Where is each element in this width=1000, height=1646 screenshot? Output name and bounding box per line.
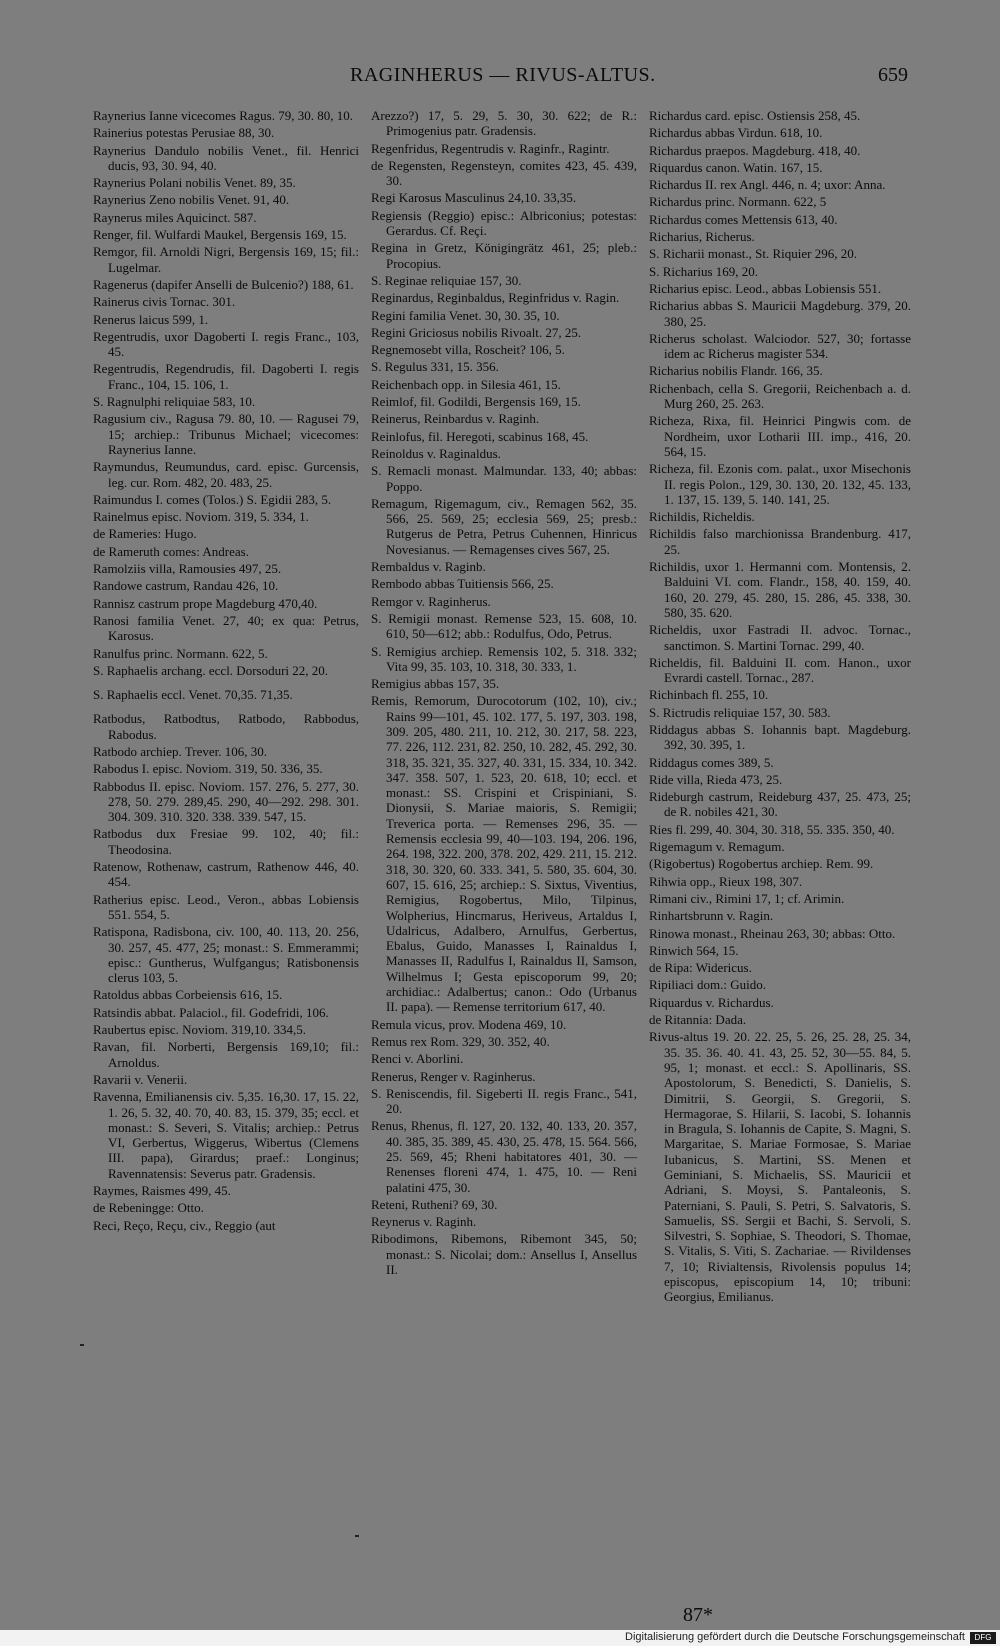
index-entry: Ratispona, Radisbona, civ. 100, 40. 113, 20. 256, 30. 257, 45. 477, 25; monast.: S. Emmerammi; episc.: Guntherus, Wulfgangus; Ratisbonensis clerus 103, 5. [93,924,359,986]
scan-speck [80,1344,84,1346]
index-entry: de Rameruth comes: Andreas. [93,543,249,559]
index-entry: Remgor v. Raginherus. [371,593,491,609]
index-entry: Rigemagum v. Remagum. [649,839,785,855]
index-entry: Reichenbach opp. in Silesia 461, 15. [371,376,561,392]
index-entry: S. Reginae reliquiae 157, 30. [371,272,522,288]
index-entry: Riquardus canon. Watin. 167, 15. [649,159,823,175]
index-entry: Reinerus, Reinbardus v. Raginh. [371,411,540,427]
index-entry: Ragusium civ., Ragusa 79. 80, 10. — Ragusei 79, 15; archiep.: Tribunus Michael; vicecomes: Raynerius Ianne. [93,411,359,457]
index-entry: Remgor, fil. Arnoldi Nigri, Bergensis 169, 15; fil.: Lugelmar. [93,244,359,275]
index-entry: de Rebeningge: Otto. [93,1200,204,1216]
index-entry: de Ripa: Widericus. [649,960,752,976]
index-entry: S. Regulus 331, 15. 356. [371,359,499,375]
index-entry: Richinbach fl. 255, 10. [649,687,769,703]
index-entry: Remula vicus, prov. Modena 469, 10. [371,1016,567,1032]
index-entry: S. Remigii monast. Remense 523, 15. 608, 10. 610, 50—612; abb.: Rodulfus, Odo, Petrus. [371,610,637,642]
index-entry: Ratenow, Rothenaw, castrum, Rathenow 446, 40. 454. [93,859,359,890]
index-entry: Ragenerus (dapifer Anselli de Bulcenio?) 188, 61. [93,276,354,292]
index-entry: S. Raphaelis eccl. Venet. 70,35. 71,35. [93,687,293,703]
index-entry: Arezzo?) 17, 5. 29, 5. 30, 30. 622; de R.: Primogenius patr. Gradensis. [371,108,637,139]
index-entry: Reinoldus v. Raginaldus. [371,445,501,461]
index-entry: Renerus, Renger v. Raginherus. [371,1068,536,1084]
index-entry: Regini Griciosus nobilis Rivoalt. 27, 25. [371,324,582,340]
index-entry: Raynerius Zeno nobilis Venet. 91, 40. [93,192,290,208]
index-entry: Rinowa monast., Rheinau 263, 30; abbas: Otto. [649,925,896,941]
index-entry: Richarius nobilis Flandr. 166, 35. [649,363,823,379]
index-entry: Ratsindis abbat. Palaciol., fil. Godefridi, 106. [93,1004,329,1020]
index-entry: Regentrudis, Regendrudis, fil. Dagoberti I. regis Franc., 104, 15. 106, 1. [93,361,359,392]
index-entry: S. Raphaelis archang. eccl. Dorsoduri 22, 20. [93,662,329,678]
page-number: 659 [878,64,908,86]
index-entry: Reginardus, Reginbaldus, Reginfridus v. Ragin. [371,290,620,306]
index-entry: Richardus comes Mettensis 613, 40. [649,211,838,227]
index-entry: Richildis, Richeldis. [649,509,755,525]
index-entry: Remagum, Rigemagum, civ., Remagen 562, 35. 566, 25. 569, 25; ecclesia 569, 25; presb.: Rutgerus de Petra, Petrus Cuhennen, Hinricus Novesianus. — Remagenses cives 567, 25. [371,495,637,557]
index-entry: S. Remigius archiep. Remensis 102, 5. 318. 332; Vita 99, 35. 103, 10. 318, 30. 333, 1. [371,643,637,674]
index-entry: Ratbodo archiep. Trever. 106, 30. [93,743,268,759]
index-entry: Ramolziis villa, Ramousies 497, 25. [93,561,282,577]
index-entry: Reci, Reço, Reçu, civ., Reggio (aut [93,1217,276,1233]
index-entry: Renerus laicus 599, 1. [93,311,209,327]
running-title: RAGINHERUS — RIVUS-ALTUS. [350,64,656,86]
dfg-logo: DFG [970,1632,996,1644]
index-entry: Renus, Rhenus, fl. 127, 20. 132, 40. 133, 20. 357, 40. 385, 35. 389, 45. 430, 25. 478, 15. 564. 566, 25. 569, 45; Rheni habitatores 401, 30. — Renenses floreni 474, 1. 475, 10. — Reni palatini 475, 30. [371,1118,637,1195]
index-entry: Richildis falso marchionissa Brandenburg. 417, 25. [649,526,911,557]
index-entry: Ravarii v. Venerii. [93,1071,188,1087]
index-entry: S. Reniscendis, fil. Sigeberti II. regis Franc., 541, 20. [371,1085,637,1117]
index-entry: Renger, fil. Wulfardi Maukel, Bergensis 169, 15. [93,227,347,243]
index-entry: Ravan, fil. Norberti, Bergensis 169,10; fil.: Arnoldus. [93,1039,359,1070]
index-entry: Richardus princ. Normann. 622, 5 [649,194,827,210]
index-entry: Regini familia Venet. 30, 30. 35, 10. [371,307,560,323]
index-entry: S. Ragnulphi reliquiae 583, 10. [93,394,256,410]
index-entry: Remigius abbas 157, 35. [371,676,500,692]
index-entry: Rembodo abbas Tuitiensis 566, 25. [371,576,554,592]
index-entry: Ranosi familia Venet. 27, 40; ex qua: Petrus, Karosus. [93,612,359,644]
index-entry: Regina in Gretz, Königingrätz 461, 25; pleb.: Procopius. [371,240,637,271]
index-entry: Raynerius Ianne vicecomes Ragus. 79, 30. 80, 10. [93,108,353,123]
index-entry: Raymundus, Reumundus, card. episc. Gurcensis, leg. cur. Rom. 482, 20. 483, 25. [93,459,359,490]
index-entry: Richerus scholast. Walciodor. 527, 30; fortasse idem ac Richerus magister 534. [649,330,911,362]
index-entry: Ripiliaci dom.: Guido. [649,977,766,993]
index-entry: Ribodimons, Ribemons, Ribemont 345, 50; monast.: S. Nicolai; dom.: Ansellus I, Ansellus II. [371,1231,637,1278]
index-entry: Rannisz castrum prope Magdeburg 470,40. [93,595,318,611]
index-entry: Rivus-altus 19. 20. 22. 25, 5. 26, 25. 28, 25. 34, 35. 35. 36. 40. 41. 43, 25. 52, 30—55. 84, 5. 95, 1; monast. et eccl.: S. Apollinaris, SS. Apostolorum, S. Benedicti, S. Danielis, S. Dimitrii, S. Georgii, S. Gregorii, S. Hermagorae, S. Hilarii, S. Iacobi, S. Iohannis in Bragula, S. Iohannis de Capite, S. Magni, S. Margaritae, S. Mariae Formosae, S. Mariae Iubanicus, S. Martini, SS. Menen et Geminiani, S. Michaelis, SS. Mauricii et Adriani, S. Moysi, S. Pantaleonis, S. Paterniani, S. Pauli, S. Petri, S. Salvatoris, S. Samuelis, SS. Sergii et Bachi, S. Servoli, S. Silvestri, S. Sophiae, S. Theodori, S. Thomae, S. Vitalis, S. Viti, S. Zachariae. — Rivildenses 7, 10; Rivialtensis, Rivolensis populus 14; episcopus, episcopium 14, 10; tribuni: Georgius, Emilianus. [649,1029,911,1305]
index-entry: Raynerius Dandulo nobilis Venet., fil. Henrici ducis, 93, 30. 94, 40. [93,142,359,173]
index-entry: Ratoldus abbas Corbeiensis 616, 15. [93,987,283,1003]
index-entry: Rabodus I. episc. Noviom. 319, 50. 336, 35. [93,761,323,777]
index-entry: de Rameries: Hugo. [93,526,197,542]
index-entry: de Ritannia: Dada. [649,1012,747,1028]
funding-notice: Digitalisierung gefördert durch die Deutsche Forschungsgemeinschaft [625,1631,965,1643]
index-entry: de Regensten, Regensteyn, comites 423, 45. 439, 30. [371,157,637,189]
index-entry: S. Richarii monast., St. Riquier 296, 20. [649,246,857,262]
index-entry: (Rigobertus) Rogobertus archiep. Rem. 99. [649,856,874,872]
index-entry: Reteni, Rutheni? 69, 30. [371,1196,498,1212]
digitization-footer [0,1630,1000,1646]
index-entry: S. Remacli monast. Malmundar. 133, 40; abbas: Poppo. [371,463,637,494]
scan-speck [355,1535,359,1537]
index-entry: Richarius, Richerus. [649,229,755,245]
index-column-2 [371,108,637,1279]
index-column-3 [649,108,911,1307]
index-entry: Raubertus episc. Noviom. 319,10. 334,5. [93,1022,307,1038]
index-entry: Ride villa, Rieda 473, 25. [649,771,783,787]
index-entry: Raymes, Raismes 499, 45. [93,1183,231,1198]
index-column-1 [93,108,359,1235]
index-entry: Rainerus civis Tornac. 301. [93,294,236,310]
index-entry: Remus rex Rom. 329, 30. 352, 40. [371,1033,550,1049]
index-entry: Reimlof, fil. Godildi, Bergensis 169, 15. [371,394,581,410]
index-entry: Ries fl. 299, 40. 304, 30. 318, 55. 335. 350, 40. [649,821,895,837]
index-entry: Ratbodus dux Fresiae 99. 102, 40; fil.: Theodosina. [93,826,359,857]
index-entry: Richardus II. rex Angl. 446, n. 4; uxor: Anna. [649,177,886,193]
index-entry: Raynerus miles Aquicinct. 587. [93,209,257,225]
index-entry: Rainelmus episc. Noviom. 319, 5. 334, 1. [93,509,309,525]
index-entry: Regentrudis, uxor Dagoberti I. regis Franc., 103, 45. [93,328,359,360]
index-entry: Regi Karosus Masculinus 24,10. 33,35. [371,190,577,206]
index-entry: S. Richarius 169, 20. [649,263,759,279]
index-entry: Riquardus v. Richardus. [649,994,774,1010]
index-entry: Reynerus v. Raginh. [371,1214,477,1230]
index-entry: Rimani civ., Rimini 17, 1; cf. Arimin. [649,890,845,906]
index-entry: Richildis, uxor 1. Hermanni com. Montensis, 2. Balduini VI. com. Flandr., 158, 40. 159, 40. 160, 20. 279, 45. 280, 15. 286, 45. 338, 30. 580, 35. 620. [649,559,911,620]
index-entry: Richeldis, uxor Fastradi II. advoc. Tornac., sanctimon. S. Martini Tornac. 299, 40. [649,622,911,653]
index-entry: Richarius episc. Leod., abbas Lobiensis 551. [649,280,882,296]
index-entry: Regenfridus, Regentrudis v. Raginfr., Ragintr. [371,140,610,156]
index-entry: S. Rictrudis reliquiae 157, 30. 583. [649,704,831,720]
index-entry: Reinlofus, fil. Heregoti, scabinus 168, 45. [371,428,589,444]
index-entry: Rabbodus II. episc. Noviom. 157. 276, 5. 277, 30. 278, 50. 279. 289,45. 290, 40—292. 298. 301. 304. 309. 310. 320. 338. 339. 547, 15. [93,778,359,825]
index-entry: Randowe castrum, Randau 426, 10. [93,578,279,594]
index-entry: Richardus card. episc. Ostiensis 258, 45. [649,108,861,123]
index-entry: Riddagus abbas S. Iohannis bapt. Magdeburg. 392, 30. 395, 1. [649,721,911,753]
index-entry: Riddagus comes 389, 5. [649,754,774,770]
signature-mark: 87* [683,1604,713,1626]
page-header [0,64,1000,90]
index-entry: Richeldis, fil. Balduini II. com. Hanon., uxor Evrardi castell. Tornac., 287. [649,654,911,686]
index-entry: Rainerius potestas Perusiae 88, 30. [93,125,275,141]
index-entry: Rembaldus v. Raginb. [371,559,486,575]
index-entry: Regnemosebt villa, Roscheit? 106, 5. [371,342,565,358]
index-entry: Ranulfus princ. Normann. 622, 5. [93,645,268,661]
index-entry: Rihwia opp., Rieux 198, 307. [649,873,803,889]
index-entry: Renci v. Aborlini. [371,1051,464,1067]
index-entry: Raimundus I. comes (Tolos.) S. Egidii 283, 5. [93,491,332,507]
index-entry: Rideburgh castrum, Reideburg 437, 25. 473, 25; de R. nobiles 421, 30. [649,789,911,820]
index-entry: Richeza, Rixa, fil. Heinrici Pingwis com. de Nordheim, uxor Lotharii III. imp., 416, 20. 564, 15. [649,413,911,459]
index-entry: Ravenna, Emilianensis civ. 5,35. 16,30. 17, 15. 22, 1. 26, 5. 32, 40. 70, 40. 83, 15. 379, 35; eccl. et monast.: S. Severi, S. Vitalis; archiep.: Petrus VI, Gerbertus, Wiggerus, Wibertus (Clemens III. papa), Girardus; praef.: Longinus; Ravennatensis: Severus patr. Gradensis. [93,1089,359,1181]
index-entry: Regiensis (Reggio) episc.: Albriconius; potestas: Gerardus. Cf. Reçi. [371,207,637,239]
index-entry: Richenbach, cella S. Gregorii, Reichenbach a. d. Murg 260, 25. 263. [649,380,911,412]
index-entry: Raynerius Polani nobilis Venet. 89, 35. [93,175,296,191]
index-entry: Richardus praepos. Magdeburg. 418, 40. [649,142,861,158]
index-entry: Rinhartsbrunn v. Ragin. [649,908,774,924]
index-entry: Ratbodus, Ratbodtus, Ratbodo, Rabbodus, Rabodus. [93,711,359,742]
index-entry: Ratherius episc. Leod., Veron., abbas Lobiensis 551. 554, 5. [93,891,359,922]
index-entry: Rinwich 564, 15. [649,942,739,958]
index-entry: Richardus abbas Virdun. 618, 10. [649,125,823,141]
index-entry: Richarius abbas S. Mauricii Magdeburg. 379, 20. 380, 25. [649,298,911,329]
index-entry: Remis, Remorum, Durocotorum (102, 10), civ.; Rains 99—101, 45. 102. 177, 5. 197, 303. 198, 309. 205, 480. 211, 10. 212, 30. 217, 58. 223, 77. 226, 112. 231, 82. 250, 10. 282, 45. 292, 30. 318, 35. 321, 35. 327, 40. 331, 15. 334, 10. 342. 347. 358. 507, 1. 523, 20. 618, 10; eccl. et monast.: SS. Crispini et Crispiniani, S. Dionysii, S. Mariae maioris, S. Remigii; Treverica porta. — Remenses 296, 35. — Remensis ecclesia 99, 40—103. 194, 206. 196, 264. 198, 322. 200, 378. 202, 429. 211, 15. 212. 318, 30. 320, 60. 333. 341, 5. 580, 35. 604, 30. 607, 15. 616, 25; archiep.: S. Sixtus, Viventius, Remigius, Rogobertus, Milo, Tilpinus, Wolpherius, Hincmarus, Heriveus, Artaldus I, Udalricus, Adalbero, Arnulfus, Gerbertus, Ebalus, Guido, Manasses I, Rainaldus I, Manasses II, Radulfus I, Rainaldus II, Samson, Wilhelmus I; Gesta episcoporum 99, 20; archidiac.: Adalbertus; canon.: Odo (Urbanus II. papa). — Remense territorium 617, 40. [371,693,637,1015]
index-entry: Richeza, fil. Ezonis com. palat., uxor Misechonis II. regis Polon., 129, 30. 130, 20. 132, 45. 133, 1. 137, 15. 139, 5. 140. 141, 25. [649,461,911,507]
